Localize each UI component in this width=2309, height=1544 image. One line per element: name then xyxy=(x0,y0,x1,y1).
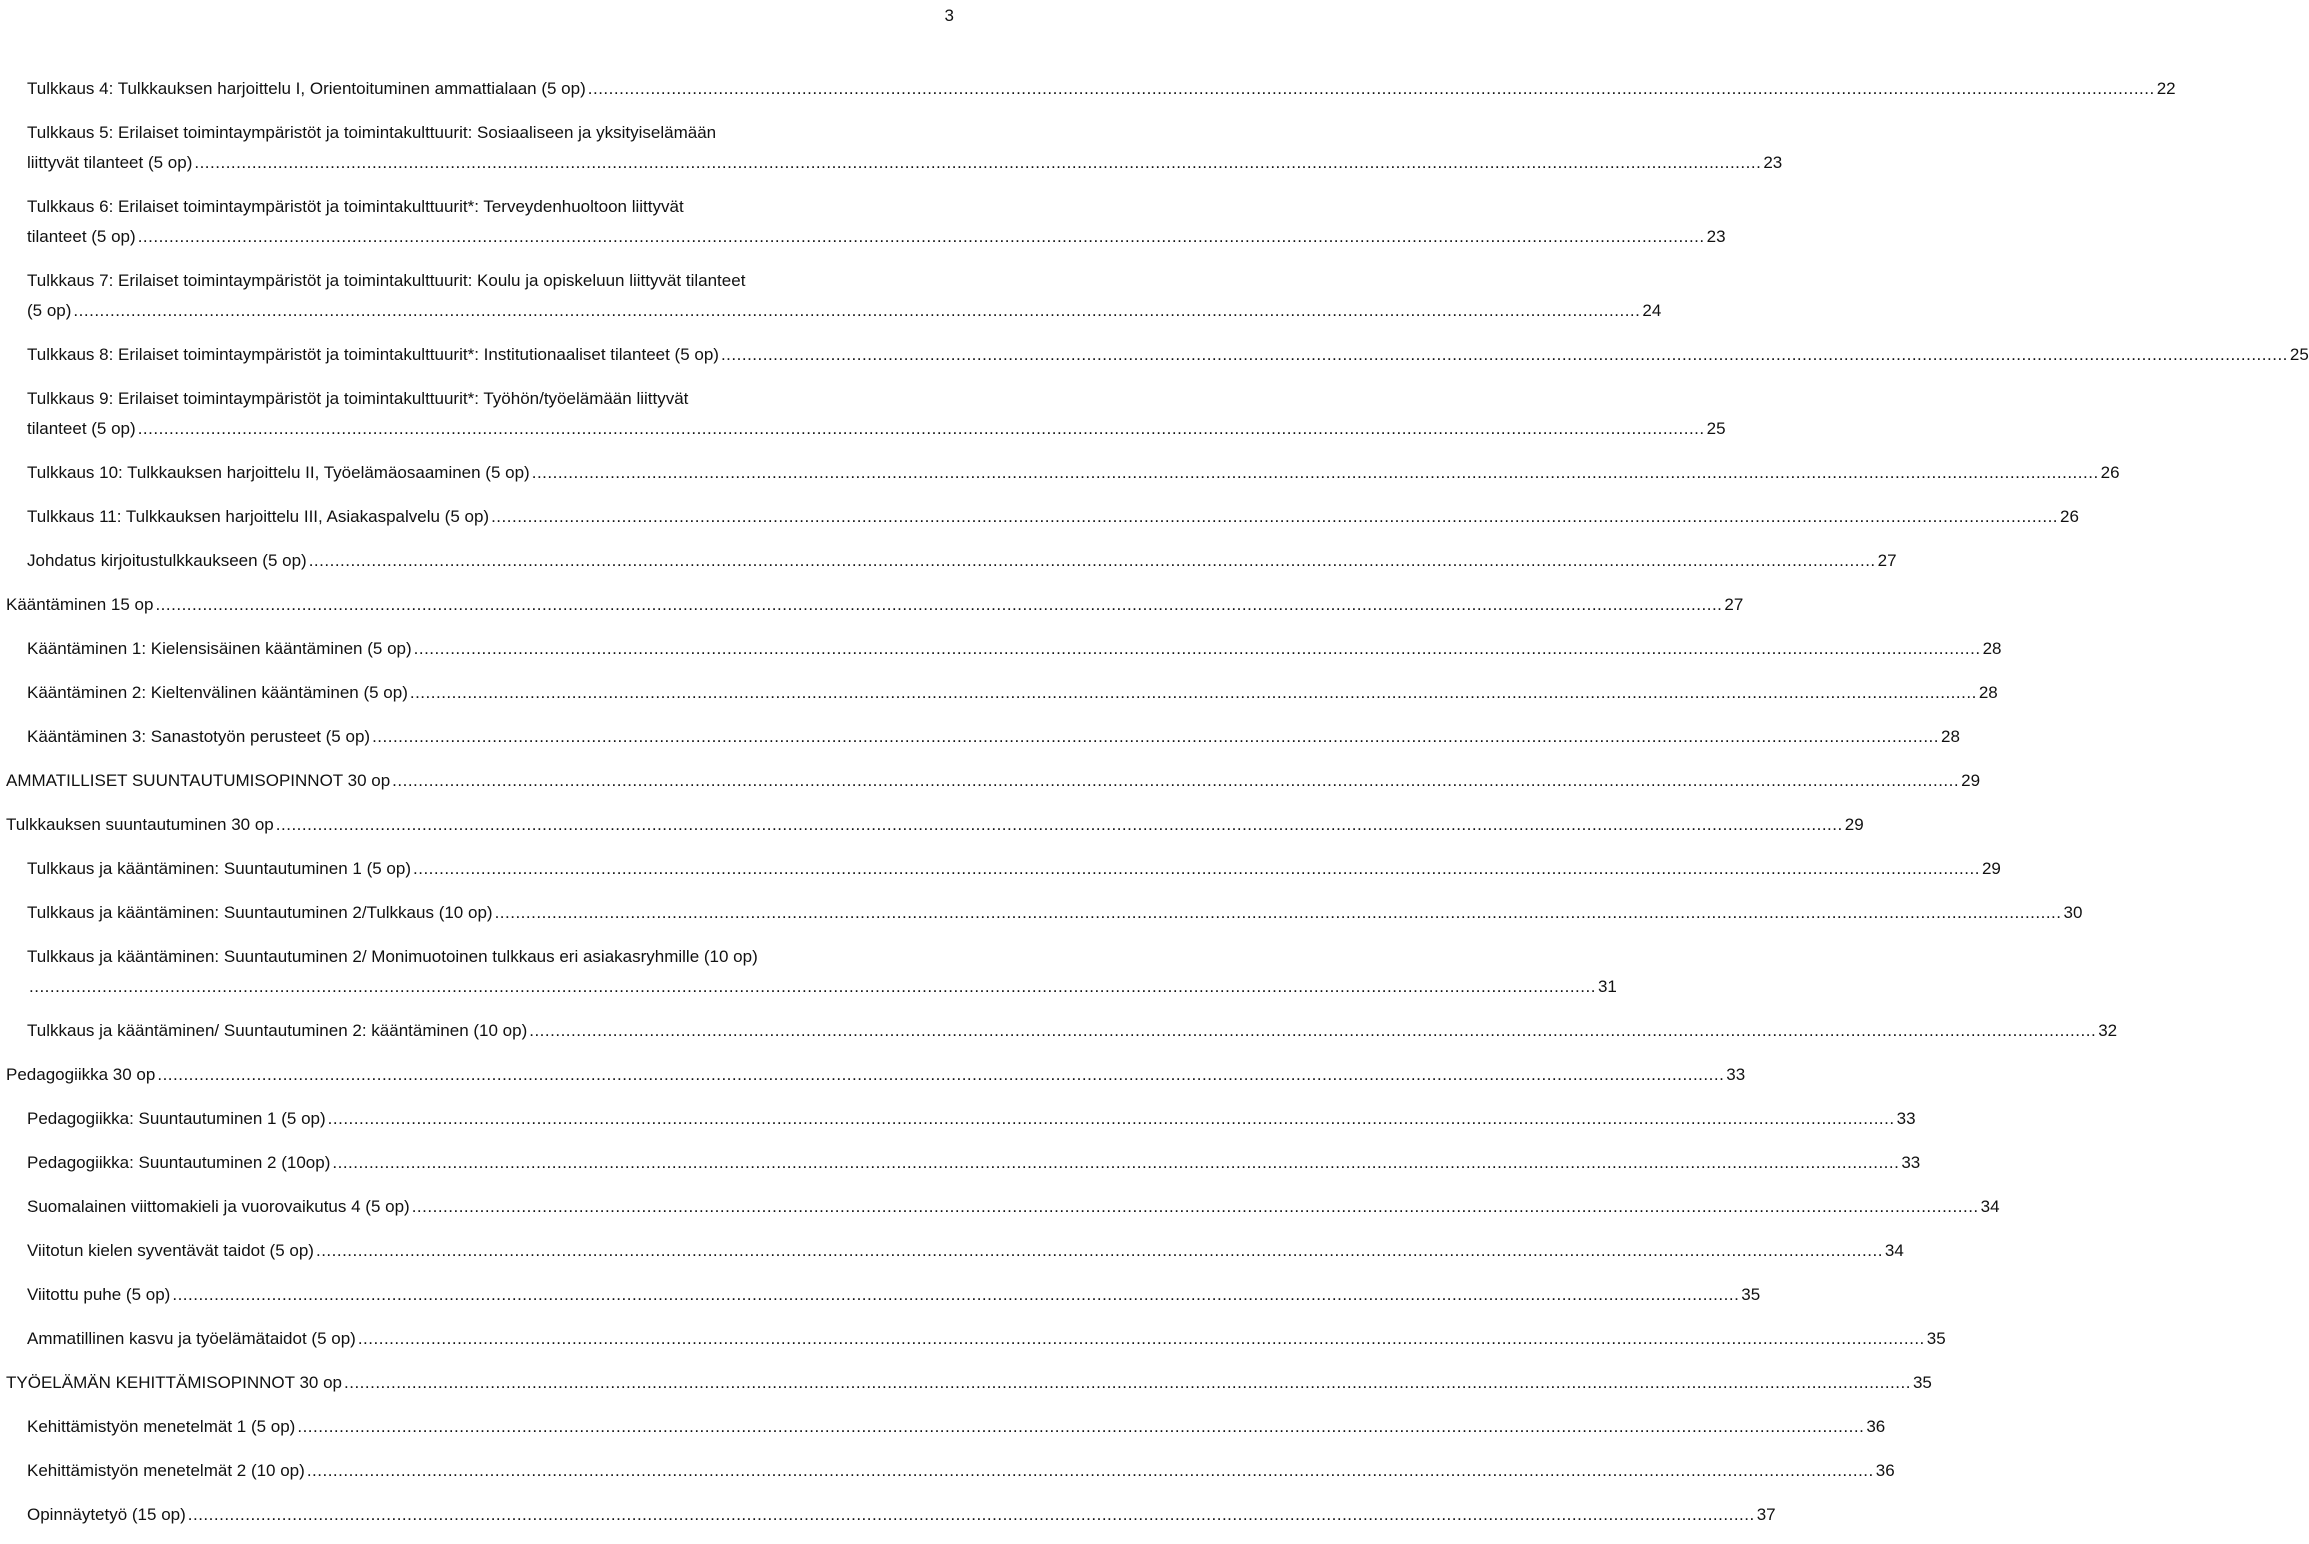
toc-entry[interactable] xyxy=(0,1016,2118,1046)
toc-entry[interactable] xyxy=(0,634,2002,664)
toc-entry-title: Tulkkaus ja kääntäminen/ Suuntautuminen 2: kääntäminen (10 op) xyxy=(27,1021,528,1040)
toc-entry-title: Kehittämistyön menetelmät 2 (10 op) xyxy=(27,1461,305,1480)
toc-entry[interactable] xyxy=(0,1324,1946,1354)
toc-entry-page: 24 xyxy=(1642,301,1662,320)
toc-entry-page: 35 xyxy=(1912,1373,1932,1392)
dot-leader: ............................................................................................................................................................................................................................................................................................................ xyxy=(332,1153,1900,1172)
toc-entry-page: 27 xyxy=(1877,551,1897,570)
toc-entry-page: 28 xyxy=(1978,683,1998,702)
toc-entry-page: 23 xyxy=(1763,153,1783,172)
dot-leader: ............................................................................................................................................................................................................................................................................................................ xyxy=(720,345,2288,364)
toc-entry-page: 28 xyxy=(1982,639,2002,658)
toc-entry[interactable] xyxy=(0,502,2079,532)
toc-entry[interactable] xyxy=(0,1236,1904,1266)
toc-entry-page: 34 xyxy=(1980,1197,2000,1216)
toc-entry-title: Kääntäminen 15 op xyxy=(6,595,154,614)
toc-entry-title: Suomalainen viittomakieli ja vuorovaikutus 4 (5 op) xyxy=(27,1197,410,1216)
dot-leader: ............................................................................................................................................................................................................................................................................................................ xyxy=(29,977,1596,996)
toc-entry[interactable] xyxy=(0,1280,1761,1310)
toc-entry[interactable] xyxy=(0,1192,2000,1222)
toc-entry-title: Tulkkaus ja kääntäminen: Suuntautuminen 2/Tulkkaus (10 op) xyxy=(27,903,493,922)
toc-entry[interactable] xyxy=(0,266,1662,326)
toc-entry-title: Kääntäminen 3: Sanastotyön perusteet (5 op) xyxy=(27,727,371,746)
dot-leader: ............................................................................................................................................................................................................................................................................................................ xyxy=(187,1505,1755,1524)
toc-entry-title: Tulkkaus ja kääntäminen: Suuntautuminen 1 (5 op) xyxy=(27,859,411,878)
toc-entry-page: 34 xyxy=(1884,1241,1904,1260)
toc-entry-page: 29 xyxy=(1844,815,1864,834)
toc-entry-page: 23 xyxy=(1706,227,1726,246)
toc-entry-title: Ammatillinen kasvu ja työelämätaidot (5 op) xyxy=(27,1329,356,1348)
toc-entry-title-line1: Tulkkaus ja kääntäminen: Suuntautuminen 2/ Monimuotoinen tulkkaus eri asiakasryhmille (10 op) xyxy=(27,947,758,966)
dot-leader: ............................................................................................................................................................................................................................................................................................................ xyxy=(327,1109,1895,1128)
dot-leader: ............................................................................................................................................................................................................................................................................................................ xyxy=(172,1285,1740,1304)
toc-entry-title: Pedagogiikka: Suuntautuminen 1 (5 op) xyxy=(27,1109,326,1128)
dot-leader: ............................................................................................................................................................................................................................................................................................................ xyxy=(413,859,1980,878)
toc-entry[interactable] xyxy=(0,898,2083,928)
dot-leader: ............................................................................................................................................................................................................................................................................................................ xyxy=(297,1417,1865,1436)
toc-entry[interactable] xyxy=(0,192,1726,252)
toc-entry-title: Kääntäminen 1: Kielensisäinen kääntäminen (5 op) xyxy=(27,639,412,658)
toc-entry-page: 37 xyxy=(1756,1505,1776,1524)
toc-entry-title: Kääntäminen 2: Kieltenvälinen kääntäminen (5 op) xyxy=(27,683,408,702)
toc-entry-page: 33 xyxy=(1901,1153,1921,1172)
toc-entry[interactable] xyxy=(0,458,2120,488)
dot-leader: ............................................................................................................................................................................................................................................................................................................ xyxy=(315,1241,1883,1260)
toc-entry-page: 31 xyxy=(1597,977,1617,996)
toc-entry[interactable] xyxy=(0,678,1998,708)
toc-entry[interactable] xyxy=(0,590,1744,620)
toc-entry[interactable] xyxy=(0,1412,1886,1442)
toc-entry[interactable] xyxy=(0,766,1981,796)
dot-leader: ............................................................................................................................................................................................................................................................................................................ xyxy=(137,419,1705,438)
toc-entry-title: Pedagogiikka 30 op xyxy=(6,1065,156,1084)
toc-entry-title: Johdatus kirjoitustulkkaukseen (5 op) xyxy=(27,551,307,570)
toc-entry-title: TYÖELÄMÄN KEHITTÄMISOPINNOT 30 op xyxy=(6,1373,342,1392)
toc-entry[interactable] xyxy=(0,1456,1895,1486)
toc-entry[interactable] xyxy=(0,546,1897,576)
dot-leader: ............................................................................................................................................................................................................................................................................................................ xyxy=(306,1461,1874,1480)
dot-leader: ............................................................................................................................................................................................................................................................................................................ xyxy=(308,551,1876,570)
toc-entry-title: Pedagogiikka: Suuntautuminen 2 (10op) xyxy=(27,1153,331,1172)
dot-leader: ............................................................................................................................................................................................................................................................................................................ xyxy=(194,153,1762,172)
toc-entry-page: 36 xyxy=(1866,1417,1886,1436)
toc-entry-page: 29 xyxy=(1961,771,1981,790)
toc-entry-page: 26 xyxy=(2100,463,2120,482)
dot-leader: ............................................................................................................................................................................................................................................................................................................ xyxy=(392,771,1960,790)
toc-entry[interactable] xyxy=(0,74,2176,104)
dot-leader: ............................................................................................................................................................................................................................................................................................................ xyxy=(413,639,1981,658)
dot-leader: ............................................................................................................................................................................................................................................................................................................ xyxy=(531,463,2099,482)
toc-entry-title: Tulkkaus 4: Tulkkauksen harjoittelu I, Orientoituminen ammattialaan (5 op) xyxy=(27,79,586,98)
toc-entry-title: Kehittämistyön menetelmät 1 (5 op) xyxy=(27,1417,296,1436)
page-number: 3 xyxy=(944,6,954,25)
toc-entry[interactable] xyxy=(0,1104,1916,1134)
dot-leader: ............................................................................................................................................................................................................................................................................................................ xyxy=(491,507,2059,526)
toc-entry-page: 29 xyxy=(1981,859,2001,878)
toc-entry-page: 26 xyxy=(2060,507,2079,526)
toc-entry-title: Viitotun kielen syventävät taidot (5 op) xyxy=(27,1241,314,1260)
toc-entry-page: 28 xyxy=(1941,727,1960,746)
table-of-contents xyxy=(0,74,2309,1544)
toc-entry[interactable] xyxy=(0,854,2001,884)
dot-leader: ............................................................................................................................................................................................................................................................................................................ xyxy=(494,903,2062,922)
toc-entry-page: 25 xyxy=(2289,345,2309,364)
toc-entry-page: 35 xyxy=(1741,1285,1761,1304)
toc-entry[interactable] xyxy=(0,942,1617,1002)
dot-leader: ............................................................................................................................................................................................................................................................................................................ xyxy=(157,1065,1725,1084)
dot-leader: ............................................................................................................................................................................................................................................................................................................ xyxy=(344,1373,1911,1392)
toc-entry-page: 32 xyxy=(2098,1021,2118,1040)
toc-entry-page: 33 xyxy=(1726,1065,1746,1084)
dot-leader: ............................................................................................................................................................................................................................................................................................................ xyxy=(529,1021,2097,1040)
dot-leader: ............................................................................................................................................................................................................................................................................................................ xyxy=(275,815,1843,834)
toc-entry-title: tilanteet (5 op) xyxy=(27,419,136,438)
toc-entry[interactable] xyxy=(0,118,1783,178)
toc-entry-title-line1: Tulkkaus 7: Erilaiset toimintaympäristöt ja toimintakulttuurit: Koulu ja opiskeluun liittyvät tilanteet xyxy=(27,271,746,290)
toc-entry-title: Viitottu puhe (5 op) xyxy=(27,1285,171,1304)
toc-entry-page: 33 xyxy=(1896,1109,1916,1128)
toc-entry[interactable] xyxy=(0,340,2309,370)
dot-leader: ............................................................................................................................................................................................................................................................................................................ xyxy=(357,1329,1925,1348)
toc-entry-title: Tulkkaus 11: Tulkkauksen harjoittelu III, Asiakaspalvelu (5 op) xyxy=(27,507,490,526)
toc-entry-title-line1: Tulkkaus 6: Erilaiset toimintaympäristöt ja toimintakulttuurit*: Terveydenhuoltoon liittyvät xyxy=(27,197,684,216)
toc-entry-page: 35 xyxy=(1926,1329,1946,1348)
toc-entry-title: AMMATILLISET SUUNTAUTUMISOPINNOT 30 op xyxy=(6,771,391,790)
dot-leader: ............................................................................................................................................................................................................................................................................................................ xyxy=(411,1197,1979,1216)
toc-entry[interactable] xyxy=(0,1500,1776,1530)
toc-entry-title: tilanteet (5 op) xyxy=(27,227,136,246)
toc-entry-page: 36 xyxy=(1875,1461,1895,1480)
toc-entry[interactable] xyxy=(0,1148,1921,1178)
toc-entry[interactable] xyxy=(0,1060,1746,1090)
dot-leader: ............................................................................................................................................................................................................................................................................................................ xyxy=(587,79,2155,98)
toc-entry[interactable] xyxy=(0,810,1864,840)
dot-leader: ............................................................................................................................................................................................................................................................................................................ xyxy=(155,595,1723,614)
toc-entry-title: (5 op) xyxy=(27,301,72,320)
toc-entry-title: Tulkkaus 8: Erilaiset toimintaympäristöt ja toimintakulttuurit*: Institutionaaliset tilanteet (5 op) xyxy=(27,345,719,364)
dot-leader: ............................................................................................................................................................................................................................................................................................................ xyxy=(372,727,1940,746)
toc-entry-title: liittyvät tilanteet (5 op) xyxy=(27,153,193,172)
toc-entry-page: 22 xyxy=(2156,79,2176,98)
toc-entry-title: Opinnäytetyö (15 op) xyxy=(27,1505,186,1524)
toc-entry-page: 27 xyxy=(1724,595,1744,614)
toc-entry-title: Tulkkaus 10: Tulkkauksen harjoittelu II, Työelämäosaaminen (5 op) xyxy=(27,463,530,482)
toc-entry-title-line1: Tulkkaus 9: Erilaiset toimintaympäristöt ja toimintakulttuurit*: Työhön/työelämään liittyvät xyxy=(27,389,689,408)
toc-entry-title-line1: Tulkkaus 5: Erilaiset toimintaympäristöt ja toimintakulttuurit: Sosiaaliseen ja yksityiselämään xyxy=(27,123,717,142)
toc-entry[interactable] xyxy=(0,1368,1932,1398)
toc-entry-page: 30 xyxy=(2063,903,2083,922)
toc-entry-title: Tulkkauksen suuntautuminen 30 op xyxy=(6,815,274,834)
toc-entry-page: 25 xyxy=(1706,419,1726,438)
dot-leader: ............................................................................................................................................................................................................................................................................................................ xyxy=(409,683,1977,702)
toc-entry[interactable] xyxy=(0,384,1726,444)
toc-entry[interactable] xyxy=(0,722,1960,752)
dot-leader: ............................................................................................................................................................................................................................................................................................................ xyxy=(137,227,1705,246)
dot-leader: ............................................................................................................................................................................................................................................................................................................ xyxy=(73,301,1641,320)
